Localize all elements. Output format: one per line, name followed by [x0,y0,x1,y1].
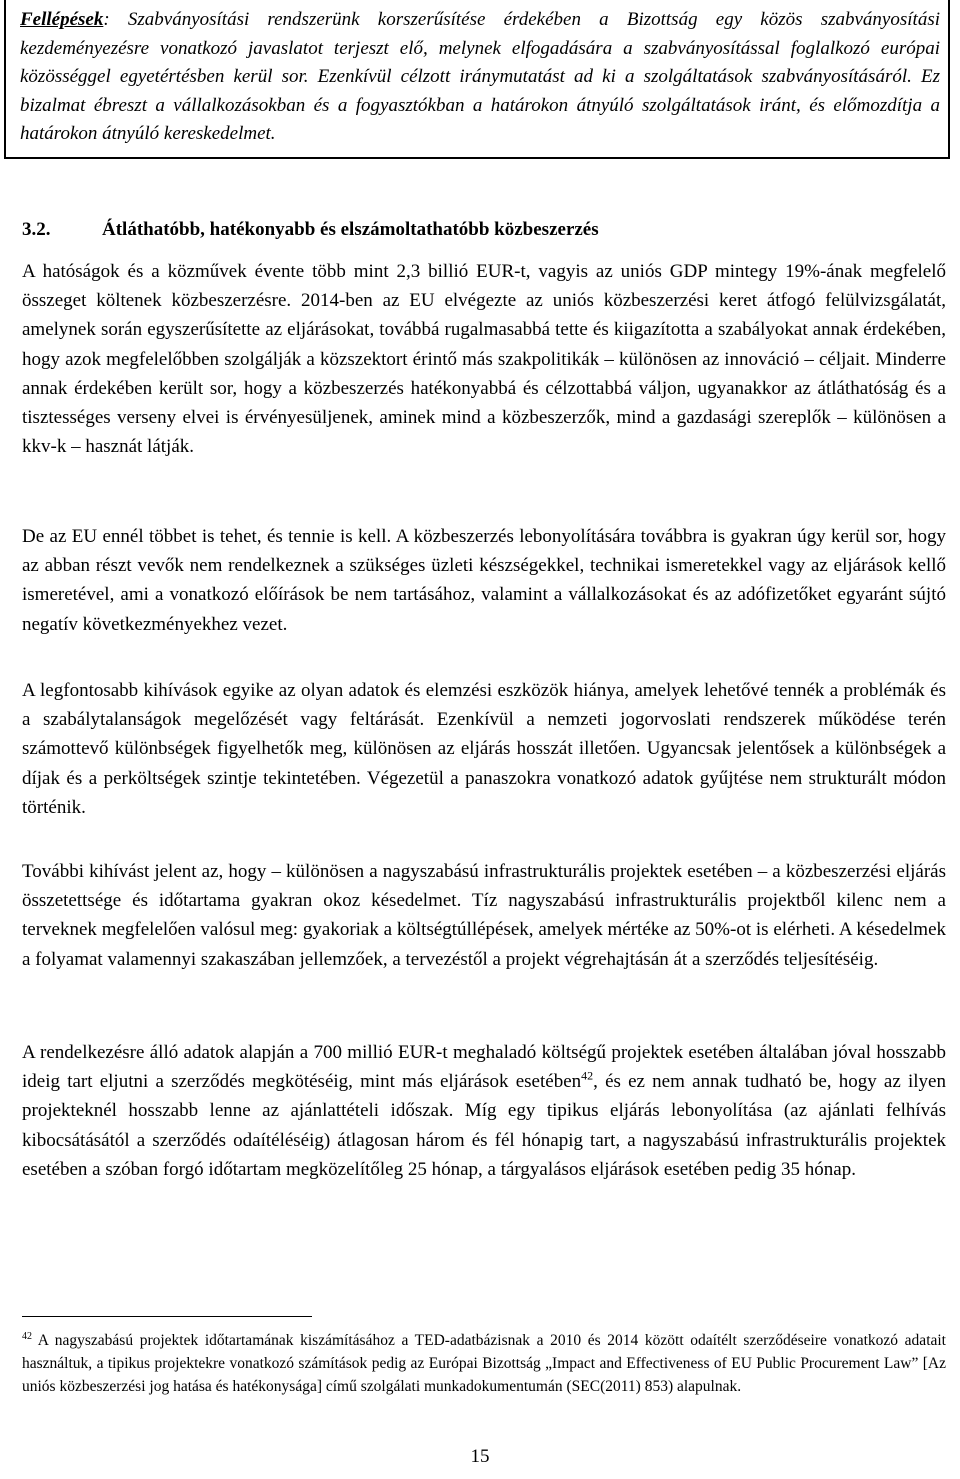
paragraph-5-part-a: A rendelkezésre álló adatok alapján a 700 millió EUR-t meghaladó költségű projektek esetében általában jóval hosszabb ideig tart eljutni a szerződés megkötéséig, mint más eljárások esetében [22,1042,946,1093]
footnote [22,1330,946,1398]
footnote-text: A nagyszabású projektek időtartamának kiszámításához a TED-adatbázisnak a 2010 és 2014 között odaítélt szerződéseire vonatkozó adatait használtuk, a tipikus projektekre vonatkozó számítások pedig az Európai Bizottság „Impact and Effectiveness of EU Public Procurement Law” [Az uniós közbeszerzési jog hatása és hatékonysága] című szolgálati munkadokumentumán (SEC(2011) 853) alapulnak. [22,1332,946,1395]
section-heading [22,216,942,244]
action-box [4,0,950,159]
paragraph-5-part-b: , és ez nem annak tudható be, hogy az ilyen projekteknél hosszabb lenne az ajánlattételi időszak. Míg egy tipikus eljárás lebonyolítása (az ajánlati felhívás kibocsátásától a szerződés odaítéléséig) átlagosan három és fél hónapig tart, a nagyszabású infrastrukturális projektek esetében a szóban forgó időtartam megközelítőleg 25 hónap, a tárgyalásos eljárások esetében pedig 35 hónap. [22,1071,946,1180]
section-number: 3.2. [22,219,51,240]
section-title: Átláthatóbb, hatékonyabb és elszámoltathatóbb közbeszerzés [102,219,599,240]
paragraph-5 [22,1038,946,1184]
paragraph-4: További kihívást jelent az, hogy – különösen a nagyszabású infrastrukturális projektek esetében – a közbeszerzési eljárás összetettsége és időtartama gyakran okoz késedelmet. Tíz nagyszabású infrastrukturális projektből kilenc nem a terveknek megfelelően valósul meg: gyakoriak a költségtúllépések, amelyek mértéke az 50%-ot is elérheti. A késedelmek a folyamat valamennyi szakaszában jellemzőek, a tervezéstől a projekt végrehajtásán át a szerződés teljesítéséig. [22,861,946,970]
footnote-separator [22,1316,312,1317]
paragraph-3: A legfontosabb kihívások egyike az olyan adatok és elemzési eszközök hiánya, amelyek lehetővé tennék a problémák és a szabálytalanságok megelőzését vagy feltárását. Ezenkívül a nemzeti jogorvoslati rendszerek működése terén számottevő különbségek figyelhetők meg, különösen az eljárás hosszát illetően. Ugyancsak jelentősek a különbségek a díjak és a perköltségek szintje tekintetében. Végezetül a panaszokra vonatkozó adatok gyűjtése nem strukturált módon történik. [22,680,946,818]
footnote-marker: 42 [22,1330,32,1342]
paragraph-2: De az EU ennél többet is tehet, és tennie is kell. A közbeszerzés lebonyolítására továbbra is gyakran úgy kerül sor, hogy az abban részt vevők nem rendelkeznek a szükséges üzleti készségekkel, technikai ismeretekkel vagy az eljárások kellő ismeretével, ami a vonatkozó előírások be nem tartásához, valamint a vállalkozásokat és az adófizetőket egyaránt sújtó negatív következményekhez vezet. [22,526,946,635]
action-box-text: : Szabványosítási rendszerünk korszerűsítése érdekében a Bizottság egy közös szabványosítási kezdeményezésre vonatkozó javaslatot terjeszt elő, melynek elfogadására a szabványosítással foglalkozó európai közösséggel egyetértésben kerül sor. Ezenkívül célzott iránymutatást ad ki a szolgáltatások szabványosításáról. Ez bizalmat ébreszt a vállalkozásokban és a fogyasztókban a határokon átnyúló szolgáltatások iránt, és előmozdítja a határokon átnyúló kereskedelmet. [20,9,940,145]
action-box-lead: Fellépések [20,9,104,30]
page-number: 15 [470,1446,490,1467]
paragraph-1: A hatóságok és a közművek évente több mint 2,3 billió EUR-t, vagyis az uniós GDP mintegy 19%-ának megfelelő összeget költenek közbeszerzésre. 2014-ben az EU elvégezte az uniós közbeszerzési keret átfogó felülvizsgálatát, amelynek során egyszerűsítette az eljárásokat, továbbá rugalmasabbá tette és kiigazította a szabályokat annak érdekében, hogy azok megfelelőbben szolgálják a közszektort érintő más szakpolitikák – különösen az innováció – céljait. Minderre annak érdekében került sor, hogy a közbeszerzés hatékonyabbá és célzottabbá váljon, ugyanakkor az átláthatóság és a tisztességes verseny elvei is érvényesüljenek, aminek mind a közbeszerzők, mind a gazdasági szereplők – különösen a kkv-k – hasznát látják. [22,261,946,458]
footnote-reference[interactable]: 42 [581,1068,594,1083]
